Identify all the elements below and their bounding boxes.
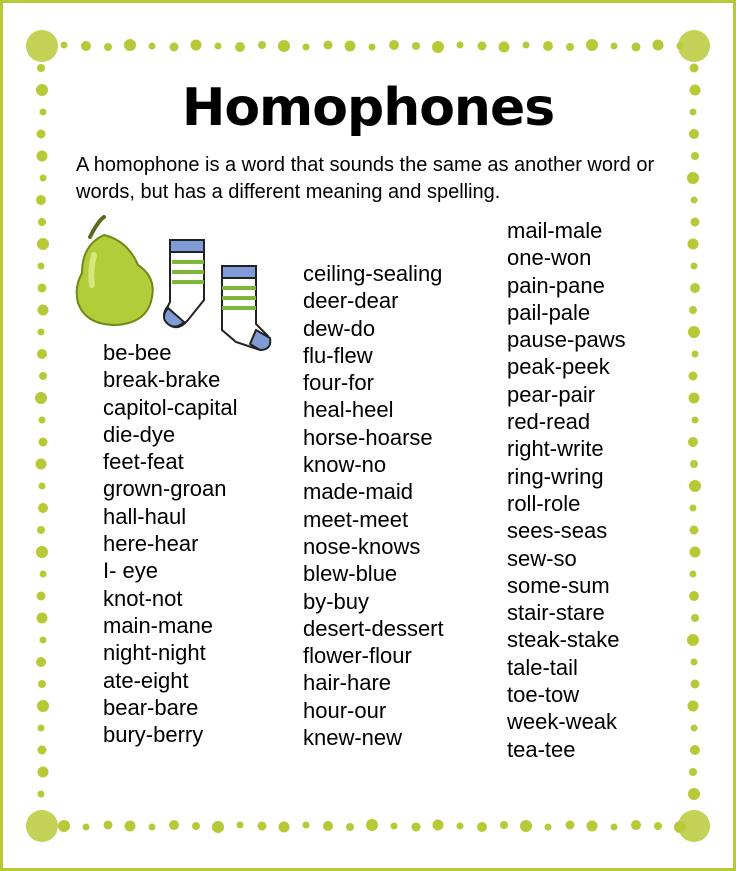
homophone-pair: sew-so bbox=[507, 545, 577, 571]
homophone-pair: right-write bbox=[507, 436, 604, 462]
homophone-column-1 bbox=[103, 339, 238, 748]
homophone-pair: four-for bbox=[303, 370, 374, 396]
homophone-column-2 bbox=[303, 260, 444, 751]
homophone-pair: sees-seas bbox=[507, 518, 608, 544]
homophone-pair: ceiling-sealing bbox=[303, 261, 443, 286]
homophone-pair: grown-groan bbox=[103, 476, 227, 502]
homophone-pair: bear-bare bbox=[103, 694, 199, 720]
pear-icon bbox=[70, 215, 160, 330]
page-title: Homophones bbox=[181, 78, 555, 138]
homophone-column-3 bbox=[507, 217, 626, 763]
homophone-pair: pear-pair bbox=[507, 381, 596, 407]
homophone-pair: here-hear bbox=[103, 531, 199, 557]
homophone-pair: ate-eight bbox=[103, 667, 189, 693]
homophone-pair: knot-not bbox=[103, 585, 183, 611]
homophone-pair: made-maid bbox=[303, 479, 414, 505]
homophone-pair: tea-tee bbox=[507, 736, 576, 762]
homophone-pair: stair-stare bbox=[507, 600, 605, 626]
intro-text: A homophone is a word that sounds the same as another word or words, but has a different meaning and spelling. bbox=[76, 154, 655, 203]
homophone-pair: main-mane bbox=[103, 612, 214, 638]
homophone-pair: ring-wring bbox=[507, 463, 604, 489]
homophone-pair: hall-haul bbox=[103, 503, 187, 529]
homophone-pair: pail-pale bbox=[507, 299, 591, 325]
homophone-pair: pain-pane bbox=[507, 272, 605, 298]
homophone-pair: flower-flour bbox=[303, 643, 412, 669]
homophone-pair: heal-heel bbox=[303, 397, 394, 423]
homophone-pair: capitol-capital bbox=[103, 394, 238, 420]
homophone-pair: some-sum bbox=[507, 572, 610, 598]
homophone-pair: deer-dear bbox=[303, 288, 399, 314]
homophone-pair: week-weak bbox=[507, 709, 618, 735]
homophone-pair: blew-blue bbox=[303, 561, 398, 587]
homophone-pair: nose-knows bbox=[303, 533, 421, 559]
homophone-pair: meet-meet bbox=[303, 506, 409, 532]
homophone-pair: desert-dessert bbox=[303, 615, 444, 641]
homophone-pair: toe-tow bbox=[507, 682, 580, 708]
homophone-pair: break-brake bbox=[103, 367, 221, 393]
homophone-pair: knew-new bbox=[303, 725, 403, 751]
homophone-pair: roll-role bbox=[507, 490, 581, 516]
homophone-pair: night-night bbox=[103, 640, 206, 666]
homophone-pair: one-won bbox=[507, 245, 592, 271]
homophone-pair: be-bee bbox=[103, 340, 172, 365]
homophone-pair: feet-feat bbox=[103, 449, 184, 475]
homophone-pair: horse-hoarse bbox=[303, 424, 433, 450]
homophone-pair: peak-peek bbox=[507, 354, 610, 380]
homophone-pair: hour-our bbox=[303, 697, 387, 723]
homophone-pair: dew-do bbox=[303, 315, 376, 341]
homophone-pair: tale-tail bbox=[507, 654, 578, 680]
homophone-pair: hair-hare bbox=[303, 670, 392, 696]
homophone-pair: steak-stake bbox=[507, 627, 620, 653]
homophone-pair: pause-paws bbox=[507, 327, 626, 353]
homophone-pair: red-read bbox=[507, 409, 591, 435]
homophone-pair: know-no bbox=[303, 452, 387, 478]
homophone-pair: bury-berry bbox=[103, 722, 204, 748]
homophone-pair: I- eye bbox=[103, 558, 159, 584]
homophone-pair: die-dye bbox=[103, 421, 176, 447]
homophone-pair: flu-flew bbox=[303, 342, 373, 368]
homophone-pair: mail-male bbox=[507, 218, 603, 243]
homophone-pair: by-buy bbox=[303, 588, 370, 614]
